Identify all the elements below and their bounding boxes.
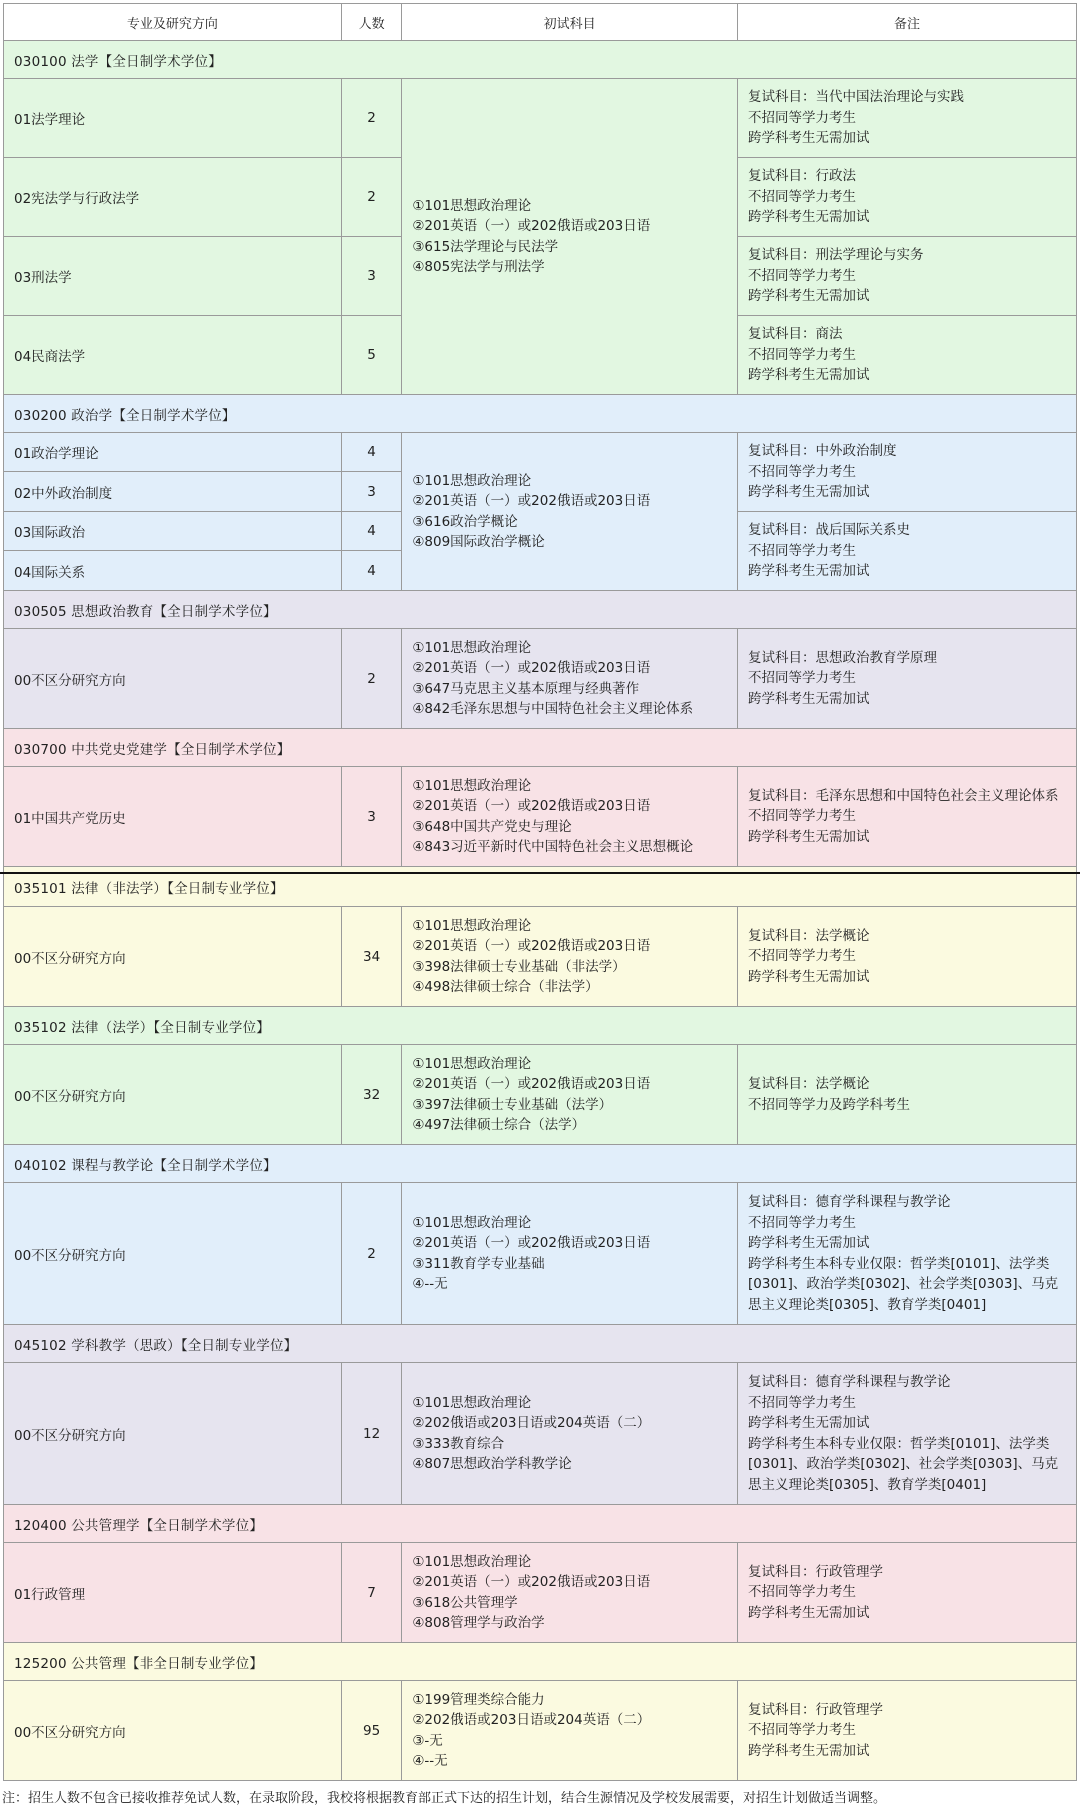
subject-line: ②201英语（一）或202俄语或203日语 — [412, 1076, 651, 1092]
remark-line: 不招同等学力考生 — [748, 267, 857, 284]
subjects-cell — [402, 907, 738, 1007]
direction-cell: 01行政管理 — [4, 1543, 342, 1643]
remark-cell — [738, 1045, 1077, 1145]
section-title: 030505 思想政治教育【全日制学术学位】 — [4, 591, 1077, 629]
count-cell: 4 — [341, 551, 401, 591]
remark-cell — [738, 629, 1077, 729]
subject-line: ④808管理学与政治学 — [412, 1615, 545, 1631]
section-row — [4, 591, 1077, 629]
section-title: 035102 法律（法学）【全日制专业学位】 — [4, 1007, 1077, 1045]
section-row — [4, 1505, 1077, 1543]
section-row — [4, 729, 1077, 767]
remark-cell — [738, 1681, 1077, 1781]
remark-line: 跨学科考生无需加试 — [748, 828, 870, 845]
subject-line: ②201英语（一）或202俄语或203日语 — [412, 1574, 651, 1590]
remark-line: 跨学科考生本科专业仅限：哲学类[0101]、法学类 — [748, 1255, 1050, 1272]
table-row — [4, 1543, 1077, 1643]
count-cell: 7 — [341, 1543, 401, 1643]
remark-line: [0301]、政治学类[0302]、社会学类[0303]、马克 — [748, 1456, 1059, 1472]
remark-line: 复试科目：法学概论 — [748, 927, 870, 944]
section-row — [4, 1145, 1077, 1183]
subject-line: ①199管理类综合能力 — [412, 1691, 545, 1708]
remark-line: 复试科目：当代中国法治理论与实践 — [748, 89, 965, 106]
subject-line: ③311教育学专业基础 — [412, 1255, 545, 1272]
remark-line: 复试科目：法学概论 — [748, 1076, 870, 1092]
subject-line: ②201英语（一）或202俄语或203日语 — [412, 660, 651, 676]
screenshot-seam-divider — [0, 872, 1080, 874]
section-title: 035101 法律（非法学）【全日制专业学位】 — [4, 867, 1077, 907]
subjects-cell — [402, 1543, 738, 1643]
remark-line: 跨学科考生无需加试 — [748, 288, 870, 305]
subject-line: ④807思想政治学科教学论 — [412, 1456, 572, 1472]
remark-line: 不招同等学力考生 — [748, 1584, 857, 1601]
remark-line: 不招同等学力考生 — [748, 109, 857, 126]
subject-line: ④498法律硕士综合（非法学） — [412, 979, 599, 995]
section-title: 030700 中共党史党建学【全日制学术学位】 — [4, 729, 1077, 767]
section-title: 040102 课程与教学论【全日制学术学位】 — [4, 1145, 1077, 1183]
subject-line: ②201英语（一）或202俄语或203日语 — [412, 493, 651, 509]
subject-line: ②202俄语或203日语或204英语（二） — [412, 1415, 651, 1431]
remark-line: 复试科目：中外政治制度 — [748, 443, 897, 460]
remark-cell — [738, 237, 1077, 316]
header-row — [4, 4, 1077, 41]
section-title: 045102 学科教学（思政）【全日制专业学位】 — [4, 1325, 1077, 1363]
direction-cell: 00不区分研究方向 — [4, 1183, 342, 1325]
subject-line: ④--无 — [412, 1753, 448, 1769]
subject-line: ①101思想政治理论 — [412, 1214, 532, 1231]
remark-line: 思主义理论类[0305]、教育学类[0401] — [748, 1296, 987, 1313]
subjects-cell — [402, 433, 738, 591]
subject-line: ④843习近平新时代中国特色社会主义思想概论 — [412, 839, 694, 855]
remark-cell — [738, 767, 1077, 867]
remark-cell — [738, 512, 1077, 591]
count-cell: 4 — [341, 433, 401, 472]
remark-line: 复试科目：德育学科课程与教学论 — [748, 1374, 951, 1390]
direction-cell: 01法学理论 — [4, 79, 342, 158]
remark-line: 跨学科考生无需加试 — [748, 1604, 870, 1621]
subject-line: ②201英语（一）或202俄语或203日语 — [412, 218, 651, 234]
remark-cell — [738, 316, 1077, 395]
count-cell: 5 — [341, 316, 401, 395]
remark-line: 不招同等学力考生 — [748, 346, 857, 363]
subject-line: ②201英语（一）或202俄语或203日语 — [412, 1235, 651, 1251]
table-row — [4, 907, 1077, 1007]
remark-line: 复试科目：行政法 — [748, 168, 857, 185]
subject-line: ①101思想政治理论 — [412, 639, 532, 656]
direction-cell: 01政治学理论 — [4, 433, 342, 472]
subject-line: ③648中国共产党史与理论 — [412, 818, 572, 835]
remark-line: 不招同等学力考生 — [748, 1394, 857, 1411]
remark-line: 跨学科考生无需加试 — [748, 484, 870, 501]
remark-cell — [738, 1543, 1077, 1643]
count-cell: 3 — [341, 472, 401, 512]
subject-line: ③618公共管理学 — [412, 1594, 518, 1611]
remark-line: 复试科目：思想政治教育学原理 — [748, 649, 938, 666]
remark-line: 不招同等学力考生 — [748, 542, 857, 559]
remark-line: 不招同等学力考生 — [748, 670, 857, 687]
remark-line: 复试科目：毛泽东思想和中国特色社会主义理论体系 — [748, 787, 1059, 804]
subject-line: ②202俄语或203日语或204英语（二） — [412, 1712, 651, 1728]
direction-cell: 00不区分研究方向 — [4, 907, 342, 1007]
subjects-cell — [402, 79, 738, 395]
remark-cell — [738, 158, 1077, 237]
header-remarks: 备注 — [738, 4, 1077, 41]
subject-line: ②201英语（一）或202俄语或203日语 — [412, 938, 651, 954]
subject-line: ④497法律硕士综合（法学） — [412, 1117, 586, 1133]
subject-line: ③398法律硕士专业基础（非法学） — [412, 958, 626, 975]
remark-cell — [738, 1363, 1077, 1505]
remark-cell — [738, 1183, 1077, 1325]
remark-line: 不招同等学力考生 — [748, 948, 857, 965]
remark-line: 跨学科考生无需加试 — [748, 1415, 870, 1431]
subjects-cell — [402, 1363, 738, 1505]
remark-cell — [738, 433, 1077, 512]
count-cell: 3 — [341, 767, 401, 867]
direction-cell: 02中外政治制度 — [4, 472, 342, 512]
remark-line: 不招同等学力考生 — [748, 1214, 857, 1231]
remark-line: 不招同等学力考生 — [748, 808, 857, 825]
remark-line: 复试科目：行政管理学 — [748, 1701, 884, 1718]
count-cell: 3 — [341, 237, 401, 316]
remark-line: 跨学科考生无需加试 — [748, 563, 870, 580]
table-row — [4, 433, 1077, 472]
remark-line: 跨学科考生无需加试 — [748, 367, 870, 384]
header-count: 人数 — [341, 4, 401, 41]
direction-cell: 00不区分研究方向 — [4, 1363, 342, 1505]
remark-line: 不招同等学力及跨学科考生 — [748, 1096, 911, 1113]
remark-line: 不招同等学力考生 — [748, 1722, 857, 1739]
remark-line: 跨学科考生无需加试 — [748, 209, 870, 226]
section-title: 125200 公共管理【非全日制专业学位】 — [4, 1643, 1077, 1681]
remark-line: 不招同等学力考生 — [748, 188, 857, 205]
remark-line: 跨学科考生无需加试 — [748, 1235, 870, 1251]
subject-line: ①101思想政治理论 — [412, 472, 532, 489]
table-row — [4, 1363, 1077, 1505]
remark-line: 复试科目：德育学科课程与教学论 — [748, 1194, 951, 1210]
remark-cell — [738, 79, 1077, 158]
admissions-table — [3, 3, 1077, 1781]
subject-line: ③333教育综合 — [412, 1435, 505, 1452]
remark-line: 复试科目：商法 — [748, 326, 843, 343]
section-title: 030100 法学【全日制学术学位】 — [4, 41, 1077, 79]
table-row — [4, 629, 1077, 729]
subject-line: ①101思想政治理论 — [412, 917, 532, 934]
count-cell: 12 — [341, 1363, 401, 1505]
header-direction: 专业及研究方向 — [4, 4, 342, 41]
direction-cell: 03国际政治 — [4, 512, 342, 551]
section-title: 120400 公共管理学【全日制学术学位】 — [4, 1505, 1077, 1543]
subject-line: ③616政治学概论 — [412, 513, 518, 530]
remark-line: 复试科目：刑法学理论与实务 — [748, 247, 924, 264]
direction-cell: 03刑法学 — [4, 237, 342, 316]
subject-line: ①101思想政治理论 — [412, 1394, 532, 1411]
table-row — [4, 1183, 1077, 1325]
count-cell: 34 — [341, 907, 401, 1007]
count-cell: 2 — [341, 158, 401, 237]
count-cell: 2 — [341, 79, 401, 158]
subject-line: ①101思想政治理论 — [412, 197, 532, 214]
remark-line: [0301]、政治学类[0302]、社会学类[0303]、马克 — [748, 1276, 1059, 1292]
remark-line: 思主义理论类[0305]、教育学类[0401] — [748, 1476, 987, 1493]
header-subjects: 初试科目 — [402, 4, 738, 41]
subjects-cell — [402, 1045, 738, 1145]
count-cell: 95 — [341, 1681, 401, 1781]
section-row — [4, 395, 1077, 433]
subject-line: ①101思想政治理论 — [412, 1553, 532, 1570]
subjects-cell — [402, 1681, 738, 1781]
subject-line: ①101思想政治理论 — [412, 1055, 532, 1072]
subject-line: ④809国际政治学概论 — [412, 534, 545, 550]
subject-line: ②201英语（一）或202俄语或203日语 — [412, 798, 651, 814]
subject-line: ③615法学理论与民法学 — [412, 238, 559, 255]
remark-line: 跨学科考生本科专业仅限：哲学类[0101]、法学类 — [748, 1435, 1050, 1452]
section-row — [4, 1643, 1077, 1681]
subject-line: ④805宪法学与刑法学 — [412, 259, 545, 275]
direction-cell: 01中国共产党历史 — [4, 767, 342, 867]
remark-line: 跨学科考生无需加试 — [748, 130, 870, 147]
subject-line: ③-无 — [412, 1732, 443, 1749]
table-row — [4, 767, 1077, 867]
subjects-cell — [402, 767, 738, 867]
table-row — [4, 1681, 1077, 1781]
table-row — [4, 79, 1077, 158]
direction-cell: 04民商法学 — [4, 316, 342, 395]
table-row — [4, 1045, 1077, 1145]
section-title: 030200 政治学【全日制学术学位】 — [4, 395, 1077, 433]
section-row — [4, 41, 1077, 79]
subject-line: ①101思想政治理论 — [412, 777, 532, 794]
direction-cell: 02宪法学与行政法学 — [4, 158, 342, 237]
subjects-cell — [402, 1183, 738, 1325]
remark-line: 跨学科考生无需加试 — [748, 1742, 870, 1759]
remark-line: 复试科目：战后国际关系史 — [748, 522, 911, 539]
count-cell: 2 — [341, 1183, 401, 1325]
direction-cell: 00不区分研究方向 — [4, 1045, 342, 1145]
remark-cell — [738, 907, 1077, 1007]
count-cell: 32 — [341, 1045, 401, 1145]
direction-cell: 00不区分研究方向 — [4, 1681, 342, 1781]
count-cell: 2 — [341, 629, 401, 729]
remark-line: 跨学科考生无需加试 — [748, 690, 870, 707]
subject-line: ③397法律硕士专业基础（法学） — [412, 1096, 613, 1113]
remark-line: 复试科目：行政管理学 — [748, 1563, 884, 1580]
subject-line: ③647马克思主义基本原理与经典著作 — [412, 680, 640, 697]
section-row — [4, 1325, 1077, 1363]
subject-line: ④--无 — [412, 1276, 448, 1292]
subject-line: ④842毛泽东思想与中国特色社会主义理论体系 — [412, 701, 694, 717]
direction-cell: 04国际关系 — [4, 551, 342, 591]
remark-line: 不招同等学力考生 — [748, 463, 857, 480]
remark-line: 跨学科考生无需加试 — [748, 968, 870, 985]
subjects-cell — [402, 629, 738, 729]
footnote: 注：招生人数不包含已接收推荐免试人数，在录取阶段，我校将根据教育部正式下达的招生计划，结合生源情况及学校发展需要，对招生计划做适当调整。 — [2, 1791, 887, 1806]
direction-cell: 00不区分研究方向 — [4, 629, 342, 729]
count-cell: 4 — [341, 512, 401, 551]
section-row — [4, 1007, 1077, 1045]
